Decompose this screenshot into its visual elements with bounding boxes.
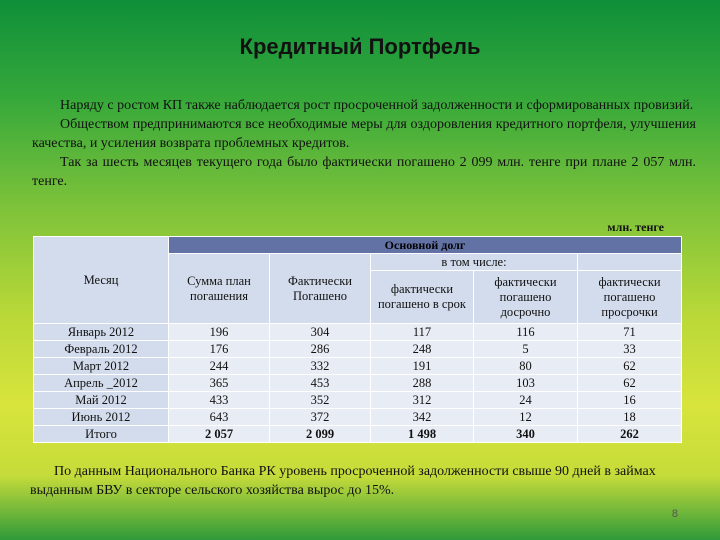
cell-early: 5 xyxy=(474,341,578,358)
cell-overdue: 71 xyxy=(578,324,682,341)
cell-early: 103 xyxy=(474,375,578,392)
cell-on-time: 191 xyxy=(371,358,474,375)
cell-overdue: 33 xyxy=(578,341,682,358)
cell-fact: 352 xyxy=(270,392,371,409)
cell-fact: 304 xyxy=(270,324,371,341)
slide-title: Кредитный Портфель xyxy=(239,34,481,59)
row-month: Март 2012 xyxy=(34,358,169,375)
total-plan: 2 057 xyxy=(169,426,270,443)
header-month: Месяц xyxy=(34,237,169,324)
cell-on-time: 342 xyxy=(371,409,474,426)
row-month: Апрель _2012 xyxy=(34,375,169,392)
total-label: Итого xyxy=(34,426,169,443)
header-overdue: фактически погашено просрочки xyxy=(578,271,682,324)
paragraph: Обществом предпринимаются все необходимые меры для оздоровления кредитного портфеля, улучшения качества, и усиления возврата проблемных кредитов. xyxy=(32,117,696,151)
cell-plan: 176 xyxy=(169,341,270,358)
table-row xyxy=(34,324,682,341)
row-month: Январь 2012 xyxy=(34,324,169,341)
cell-early: 24 xyxy=(474,392,578,409)
total-on-time: 1 498 xyxy=(371,426,474,443)
total-overdue: 262 xyxy=(578,426,682,443)
cell-overdue: 16 xyxy=(578,392,682,409)
table-row xyxy=(34,409,682,426)
row-month: Июнь 2012 xyxy=(34,409,169,426)
page-number: 8 xyxy=(671,508,678,520)
cell-on-time: 288 xyxy=(371,375,474,392)
header-including: в том числе: xyxy=(371,254,578,271)
paragraph: Так за шесть месяцев текущего года было фактически погашено 2 099 млн. тенге при плане 2 057 млн. тенге. xyxy=(32,155,696,189)
table-row xyxy=(34,358,682,375)
cell-on-time: 312 xyxy=(371,392,474,409)
cell-fact: 286 xyxy=(270,341,371,358)
header-fact: Фактически Погашено xyxy=(270,254,371,324)
table-row xyxy=(34,375,682,392)
cell-plan: 433 xyxy=(169,392,270,409)
cell-on-time: 117 xyxy=(371,324,474,341)
cell-early: 12 xyxy=(474,409,578,426)
units-label: млн. тенге xyxy=(607,220,664,234)
table-row xyxy=(34,341,682,358)
table-total-row xyxy=(34,426,682,443)
cell-fact: 332 xyxy=(270,358,371,375)
cell-fact: 372 xyxy=(270,409,371,426)
table-row xyxy=(34,392,682,409)
footer-note xyxy=(30,462,696,500)
header-spacer xyxy=(578,254,682,271)
header-principal: Основной долг xyxy=(169,237,682,254)
row-month: Февраль 2012 xyxy=(34,341,169,358)
cell-on-time: 248 xyxy=(371,341,474,358)
cell-plan: 365 xyxy=(169,375,270,392)
cell-plan: 196 xyxy=(169,324,270,341)
header-early: фактически погашено досрочно xyxy=(474,271,578,324)
footer-paragraph: По данным Национального Банка РК уровень просроченной задолженности свыше 90 дней в займах выданным БВУ в секторе сельского хозяйства вырос до 15%. xyxy=(30,464,656,498)
intro-text xyxy=(32,96,696,191)
header-plan: Сумма план погашения xyxy=(169,254,270,324)
cell-plan: 244 xyxy=(169,358,270,375)
cell-overdue: 62 xyxy=(578,358,682,375)
cell-overdue: 62 xyxy=(578,375,682,392)
paragraph: Наряду с ростом КП также наблюдается рост просроченной задолженности и сформированных провизий. xyxy=(60,98,694,113)
cell-overdue: 18 xyxy=(578,409,682,426)
total-early: 340 xyxy=(474,426,578,443)
cell-early: 116 xyxy=(474,324,578,341)
row-month: Май 2012 xyxy=(34,392,169,409)
cell-fact: 453 xyxy=(270,375,371,392)
repayment-table xyxy=(33,236,682,443)
cell-early: 80 xyxy=(474,358,578,375)
cell-plan: 643 xyxy=(169,409,270,426)
header-on-time: фактически погашено в срок xyxy=(371,271,474,324)
total-fact: 2 099 xyxy=(270,426,371,443)
